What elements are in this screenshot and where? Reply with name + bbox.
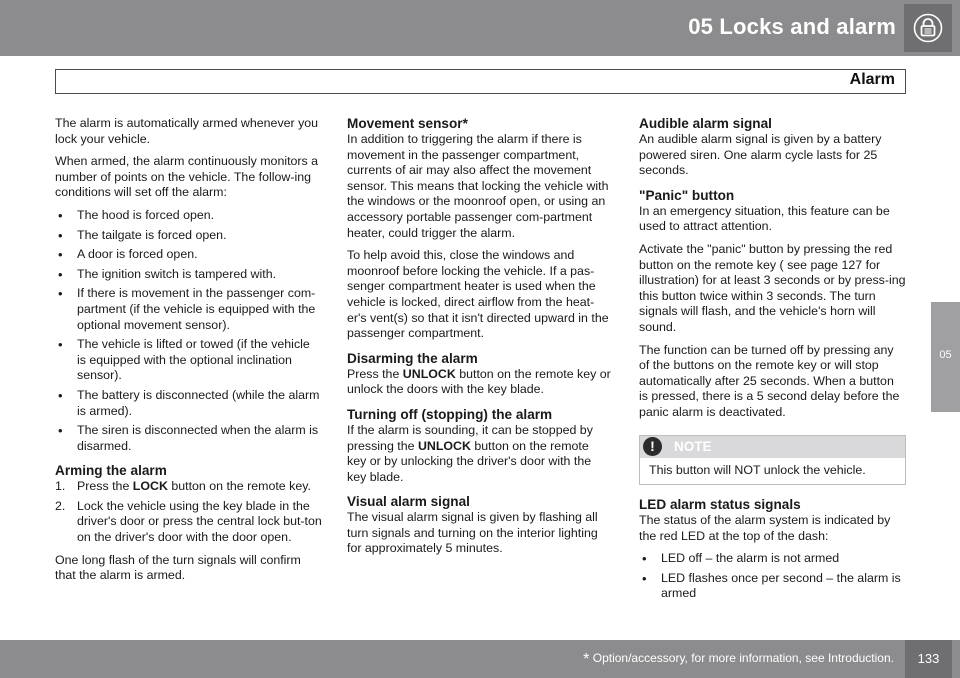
- step-number: 2.: [55, 498, 66, 513]
- page-footer: [0, 640, 960, 678]
- step-number: 1.: [55, 479, 66, 494]
- column-1: [55, 116, 322, 591]
- intro-paragraph: The alarm is automatically armed whenever you lock your vehicle.: [55, 116, 319, 146]
- text-run: button on the remote key or unlock the doors with the key blade.: [347, 366, 611, 397]
- panic-button-heading: "Panic" button: [639, 187, 735, 203]
- footer-note: [583, 651, 894, 669]
- turning-off-paragraph: [347, 423, 611, 485]
- list-item: • The hood is forced open.: [55, 208, 322, 224]
- list-item: • LED flashes once per second – the alarm is armed: [639, 571, 906, 602]
- footer-star: *: [583, 651, 590, 668]
- visual-signal-heading: Visual alarm signal: [347, 494, 470, 510]
- arming-confirm-paragraph: One long flash of the turn signals will confirm that the alarm is armed.: [55, 552, 301, 583]
- lock-icon: [913, 13, 943, 43]
- movement-sensor-heading: Movement sensor*: [347, 116, 468, 131]
- info-icon: !: [643, 437, 662, 456]
- column-2: [347, 116, 611, 564]
- list-item: • A door is forced open.: [55, 247, 322, 263]
- step-text: Lock the vehicle using the key blade in the driver's door or press the central lock but-ton on the driver's door with the door open.: [77, 498, 322, 545]
- movement-paragraph-2: To help avoid this, close the windows and moonroof before locking the vehicle. If a pas-senger compartment heater is used when the vehicle is locked, direct airflow from the heat-er's vent(s) so that it isn't directed upward in the passenger compartment.: [347, 248, 609, 341]
- lock-keyword: LOCK: [132, 479, 168, 494]
- note-box: [639, 435, 906, 486]
- unlock-keyword: UNLOCK: [402, 366, 456, 381]
- note-label: NOTE: [674, 438, 712, 454]
- led-status-paragraph: The status of the alarm system is indicated by the red LED at the top of the dash:: [639, 513, 891, 543]
- note-header: [640, 436, 905, 458]
- step-2: [55, 499, 322, 546]
- visual-signal-paragraph: The visual alarm signal is given by flashing all turn signals and turning on the interior lighting for approximately 5 minutes.: [347, 510, 598, 556]
- led-status-heading: LED alarm status signals: [639, 497, 801, 513]
- text-run: Press the: [347, 366, 403, 381]
- monitor-paragraph: When armed, the alarm continuously monitors a number of points on the vehicle. The follow-ing conditions will set off the alarm:: [55, 154, 319, 200]
- unlock-keyword: UNLOCK: [417, 438, 471, 453]
- side-tab-label: 05: [939, 349, 952, 361]
- panic-paragraph-2: Activate the "panic" button by pressing the red button on the remote key ( see page 127 for illustration) for at least 3 seconds or by press-ing this button twice within 3 seconds. The turn signals will flash, and the vehicle's horn will sound.: [639, 241, 906, 334]
- list-item: • The tailgate is forced open.: [55, 228, 322, 244]
- list-item: • If there is movement in the passenger com-partment (if the vehicle is equipped with the optional movement sensor).: [55, 286, 322, 333]
- list-item: • The vehicle is lifted or towed (if the vehicle is equipped with the optional inclination sensor).: [55, 337, 322, 384]
- panic-paragraph-3: The function can be turned off by pressing any of the buttons on the remote key or will stop automatically after 25 seconds. When a button is pressed, there is a 5 second delay before the panic alarm is deactivated.: [639, 342, 900, 419]
- disarming-paragraph: [347, 367, 611, 398]
- text-run: button on the remote key or by unlocking the driver's door with the key blade.: [347, 438, 592, 484]
- step-text: Press the: [77, 479, 133, 494]
- disarming-heading: Disarming the alarm: [347, 350, 478, 366]
- step-text: button on the remote key.: [167, 479, 311, 494]
- text-run: If the alarm is sounding, it can be stopped by pressing the: [347, 422, 593, 453]
- chapter-side-tab[interactable]: [931, 302, 960, 412]
- movement-paragraph-1: In addition to triggering the alarm if there is movement in the passenger compartment, currents of air may also affect the movement sensor. This means that locking the vehicle with the windows or the moonroof open, or using an accessory portable passenger com-partment heater, could trigger the alarm.: [347, 132, 609, 240]
- chapter-title: 05 Locks and alarm: [688, 14, 896, 39]
- turning-off-heading: Turning off (stopping) the alarm: [347, 406, 553, 422]
- footer-text: Option/accessory, for more information, see Introduction.: [589, 651, 894, 665]
- page-number-box: [905, 640, 952, 678]
- section-header: [55, 69, 906, 94]
- lock-icon-box: [904, 4, 952, 52]
- step-1: [55, 479, 322, 495]
- panic-paragraph-1: In an emergency situation, this feature can be used to attract attention.: [639, 203, 890, 234]
- list-item: • The ignition switch is tampered with.: [55, 267, 322, 283]
- list-item: • The siren is disconnected when the alarm is disarmed.: [55, 423, 322, 454]
- column-3: [639, 116, 906, 606]
- audible-signal-paragraph: An audible alarm signal is given by a battery powered siren. One alarm cycle lasts for 25 seconds.: [639, 132, 882, 178]
- page-number: 133: [917, 651, 940, 666]
- note-text: This button will NOT unlock the vehicle.: [649, 462, 866, 477]
- list-item: • The battery is disconnected (while the alarm is armed).: [55, 388, 322, 419]
- chapter-header: [0, 0, 960, 56]
- audible-signal-heading: Audible alarm signal: [639, 116, 772, 131]
- list-item: • LED off – the alarm is not armed: [639, 551, 906, 567]
- section-title: Alarm: [849, 71, 895, 88]
- arming-heading: Arming the alarm: [55, 463, 167, 479]
